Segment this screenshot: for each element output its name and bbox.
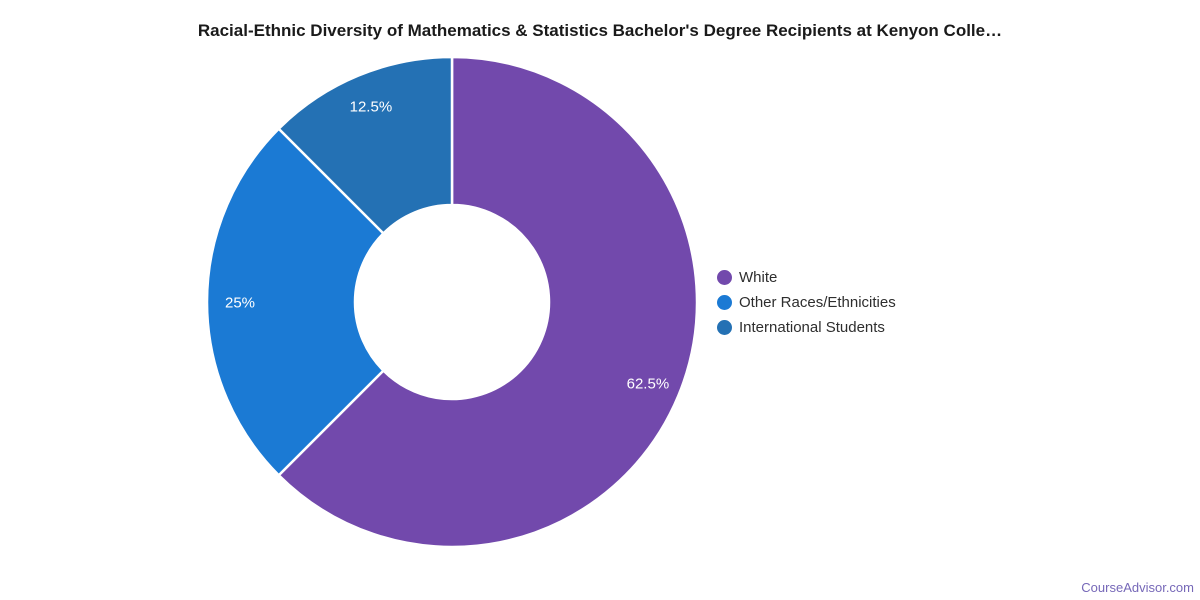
slice-label-other-races-ethnicities: 25%	[224, 294, 256, 312]
legend-item-international-students	[717, 315, 896, 340]
slice-label-international-students: 12.5%	[349, 98, 393, 116]
watermark-link[interactable]: CourseAdvisor.com	[1081, 580, 1194, 595]
chart-title: Racial-Ethnic Diversity of Mathematics & Statistics Bachelor's Degree Recipients at Kenyon Colle…	[197, 21, 1003, 40]
legend-item-other-races-ethnicities	[717, 290, 896, 315]
legend-item-white	[717, 265, 896, 290]
slice-label-white: 62.5%	[626, 375, 670, 393]
legend-label: Other Races/Ethnicities	[739, 294, 896, 311]
legend-label: International Students	[739, 319, 885, 336]
legend-swatch-icon	[717, 320, 732, 335]
legend-swatch-icon	[717, 270, 732, 285]
legend-label: White	[739, 269, 778, 286]
legend	[717, 265, 896, 340]
legend-swatch-icon	[717, 295, 732, 310]
